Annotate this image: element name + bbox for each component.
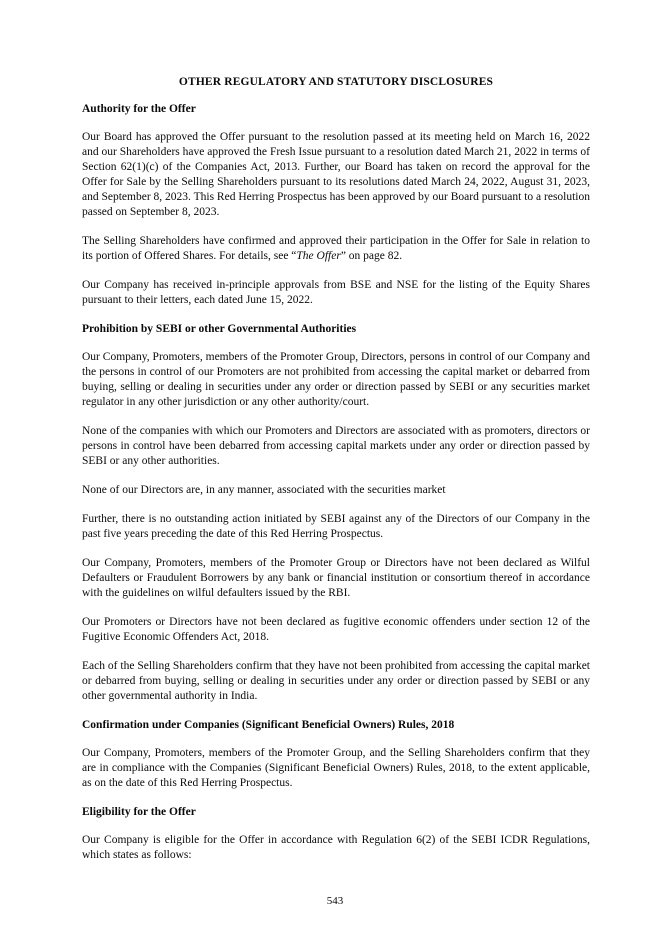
section-heading-eligibility: Eligibility for the Offer	[82, 806, 196, 818]
paragraph-sbo-compliance: Our Company, Promoters, members of the Promoter Group, and the Selling Shareholders confirm that they are in compliance with the Companies (Significant Beneficial Owners) Rules, 2018, to the extent applicable, as on the date of this Red Herring Prospectus.	[82, 747, 590, 789]
section-heading-authority-for-the-offer: Authority for the Offer	[82, 103, 196, 115]
cross-reference-the-offer: The Offer	[296, 250, 341, 262]
section-heading-sbo-rules: Confirmation under Companies (Significant Beneficial Owners) Rules, 2018	[82, 719, 455, 731]
paragraph-selling-shareholders-participation	[82, 234, 590, 264]
page-number: 543	[326, 895, 344, 907]
paragraph-selling-shareholders-confirm: Each of the Selling Shareholders confirm that they have not been prohibited from accessing the capital market or debarred from buying, selling or dealing in securities under any order or direction passed by SEBI or any other governmental authority in India.	[82, 660, 590, 702]
paragraph-not-prohibited: Our Company, Promoters, members of the Promoter Group, Directors, persons in control of our Company and the persons in control of our Promoters are not prohibited from accessing the capital market or debarred from buying, selling or dealing in securities under any order or direction passed by SEBI or any securities market regulator in any other jurisdiction or any other authority/court.	[82, 351, 590, 408]
paragraph-fugitive-offenders: Our Promoters or Directors have not been declared as fugitive economic offenders under section 12 of the Fugitive Economic Offenders Act, 2018.	[82, 616, 590, 643]
paragraph-no-outstanding-action: Further, there is no outstanding action initiated by SEBI against any of the Directors of our Company in the past five years preceding the date of this Red Herring Prospectus.	[82, 513, 590, 540]
paragraph-eligibility-regulation: Our Company is eligible for the Offer in accordance with Regulation 6(2) of the SEBI ICDR Regulations, which states as follows:	[82, 834, 590, 861]
paragraph-text-suffix: ” on page 82.	[340, 250, 403, 262]
section-heading-prohibition-by-sebi: Prohibition by SEBI or other Governmental Authorities	[82, 323, 357, 335]
paragraph-directors-securities-market: None of our Directors are, in any manner, associated with the securities market	[82, 484, 446, 496]
paragraph-companies-not-debarred: None of the companies with which our Promoters and Directors are associated with as promoters, directors or persons in control have been debarred from accessing capital markets under any order or direction passed by SEBI or any other authorities.	[82, 425, 590, 467]
paragraph-in-principle-approvals: Our Company has received in-principle approvals from BSE and NSE for the listing of the Equity Shares pursuant to their letters, each dated June 15, 2022.	[82, 279, 590, 306]
paragraph-board-approval: Our Board has approved the Offer pursuant to the resolution passed at its meeting held on March 16, 2022 and our Shareholders have approved the Fresh Issue pursuant to a resolution dated March 21, 2022 in terms of Section 62(1)(c) of the Companies Act, 2013. Further, our Board has taken on record the approval for the Offer for Sale by the Selling Shareholders pursuant to its resolutions dated March 24, 2022, August 31, 2023, and September 8, 2023. This Red Herring Prospectus has been approved by our Board pursuant to a resolution passed on September 8, 2023.	[82, 131, 590, 218]
paragraph-wilful-defaulters: Our Company, Promoters, members of the Promoter Group or Directors have not been declared as Wilful Defaulters or Fraudulent Borrowers by any bank or financial institution or consortium thereof in accordance with the guidelines on wilful defaulters issued by the RBI.	[82, 557, 590, 599]
page-title: OTHER REGULATORY AND STATUTORY DISCLOSURES	[178, 76, 494, 88]
paragraph-text-prefix: The Selling Shareholders have confirmed and approved their participation in the Offer for Sale in relation to its portion of Offered Shares. For details, see “	[82, 235, 590, 262]
